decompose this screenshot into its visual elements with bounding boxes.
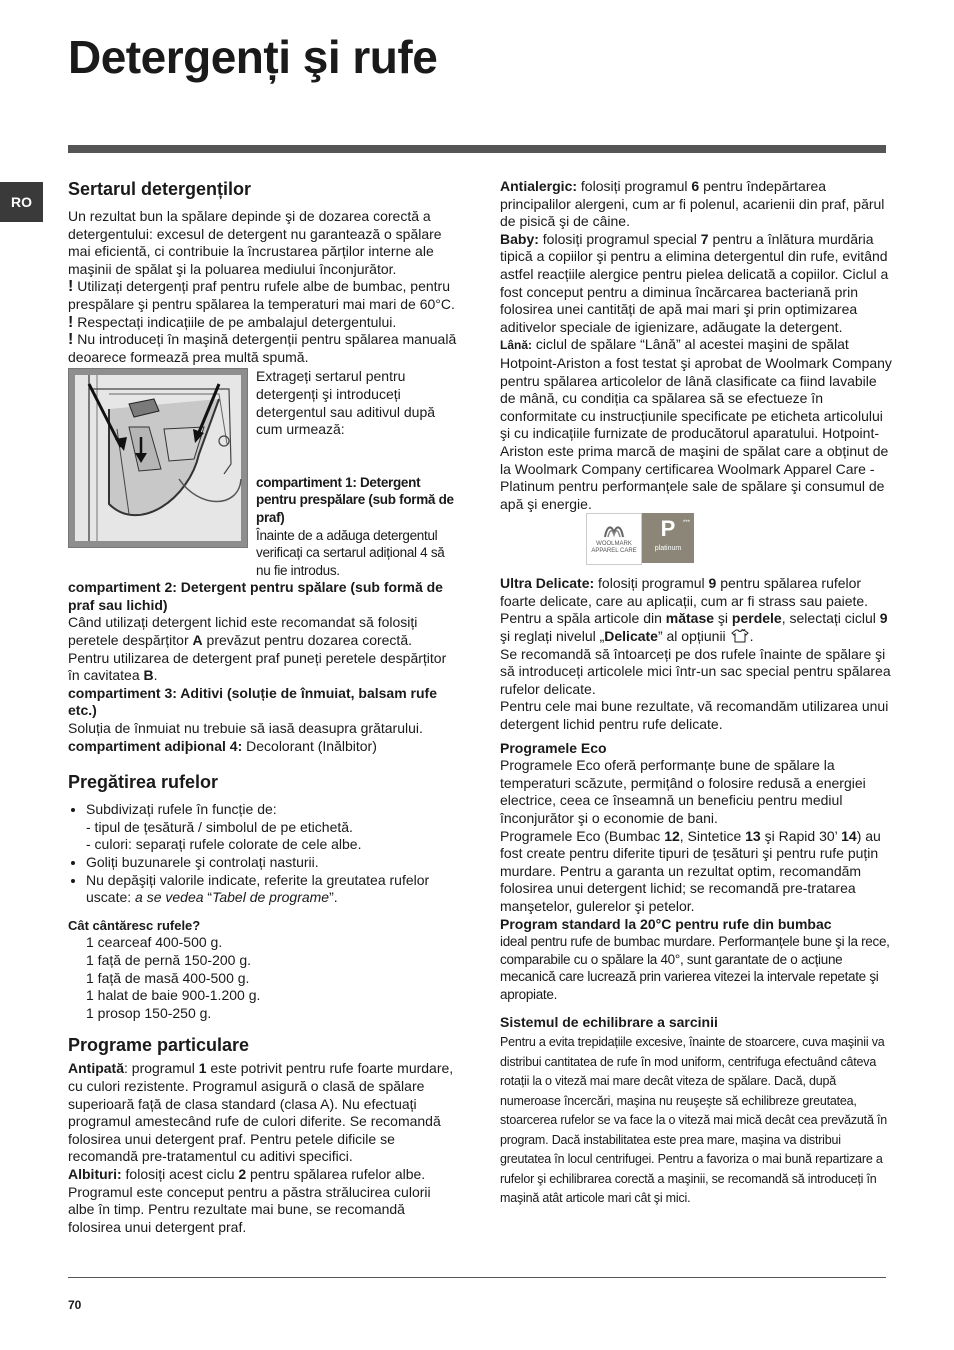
woolmark-logo xyxy=(586,513,642,565)
label-a: A xyxy=(192,632,203,649)
text: şi xyxy=(714,610,732,627)
text: Nu depăşiți valorile indicate, referite la greutatea rufelor uscate: xyxy=(86,871,430,906)
label: Antipată xyxy=(68,1060,124,1077)
bottom-divider xyxy=(68,1277,886,1278)
stars-icon: *** xyxy=(682,520,690,527)
page-number: 70 xyxy=(68,1298,82,1312)
liquid-detergent-paragraph: Pentru cele mai bune rezultate, vă recomandăm utilizarea unui detergent lichid pentru rufe delicate. xyxy=(500,698,889,733)
certification-logos xyxy=(586,513,892,565)
compartment-2-text-2 xyxy=(68,650,460,685)
list-item: • Goliți buzunarele şi controlați nasturii. xyxy=(86,854,460,872)
text: folosiți acest ciclu xyxy=(121,1165,239,1182)
antialergic-paragraph xyxy=(500,178,892,231)
label-b: B xyxy=(143,667,154,684)
list-item xyxy=(86,872,460,907)
text: - culori: separați rufele colorate de cele albe. xyxy=(86,836,362,853)
list-item: 1 prosop 150-250 g. xyxy=(86,1004,212,1021)
text: . xyxy=(749,628,754,645)
program-number: 12 xyxy=(664,827,680,844)
program-number: 6 xyxy=(691,178,700,194)
logo-text: platinum xyxy=(654,545,682,553)
program-number: 9 xyxy=(708,575,717,592)
compartment-4-text: Decolorant (Inălbitor) xyxy=(242,737,377,754)
text: Subdivizați rufele în funcție de: xyxy=(86,801,277,818)
label: Ultra Delicate: xyxy=(500,575,595,592)
program-number: 1 xyxy=(198,1060,207,1077)
program-number: 2 xyxy=(238,1165,247,1182)
section-title-special-programs: Programe particulare xyxy=(68,1035,250,1056)
program-number: 14 xyxy=(841,827,857,844)
text: folosiți programul special xyxy=(538,230,701,247)
label: Baby: xyxy=(500,230,539,247)
compartment-4 xyxy=(68,738,460,756)
text: Programele Eco (Bumbac xyxy=(500,827,665,844)
antipata-paragraph xyxy=(68,1060,460,1166)
text: ”. xyxy=(329,889,338,906)
warning-package xyxy=(68,314,460,332)
drawer-illustration-icon xyxy=(69,369,247,547)
lana-paragraph xyxy=(500,336,892,513)
balance-heading: Sistemul de echilibrare a sarcinii xyxy=(500,1013,718,1030)
list-item xyxy=(86,801,460,854)
label: Antialergic: xyxy=(500,178,578,194)
warning-text: Nu introduceți în maşină detergenții pentru spălarea manuală deoarece formează prea multă spumă. xyxy=(68,331,457,365)
page-title: Detergenți şi rufe xyxy=(68,31,438,83)
text: Delicate xyxy=(604,628,658,645)
logo-text: WOOLMARK xyxy=(596,541,632,548)
text: Când utilizați detergent lichid este recomandat să folosiți peretele despărțitor xyxy=(68,614,418,649)
text: folosiți programul xyxy=(577,178,692,194)
text: “ xyxy=(207,889,213,906)
inside-out-paragraph: Se recomandă să întoarceți pe dos rufele înainte de spălare şi să introduceți articolele mici într-un sac special pentru spălarea rufelor delicate. xyxy=(500,645,891,697)
label: Albituri: xyxy=(68,1165,122,1182)
compartment-3-heading: compartiment 3: Aditivi (soluție de înmuiat, balsam rufe etc.) xyxy=(68,684,437,719)
right-column xyxy=(500,178,892,1209)
text: mătase xyxy=(665,610,715,627)
balance-text: Pentru a evita trepidațiile excesive, înainte de stoarcere, cuva maşinii va distribui cantitatea de rufe în mod uniform, centrifuga efectuând câteva rotații la o viteză mai mare decât viteza de spălare. Dacă, după numeroase încercări, maşina nu reuşeşte să echilibreze greutatea, stoarcerea rufelor se va face la o viteză mai mică decât cea prevăzută în program. Dacă instabilitatea este prea mare, maşina va distribui greutatea în locul centrifugei. Pentru a favoriza o mai bună repartizare a rufelor şi echilibrarea corectă a maşinii, se recomandă să introduceți în maşină atât articole mari cât şi mici. xyxy=(500,1035,887,1206)
drawer-figure-block xyxy=(68,368,460,579)
logo-text: APPAREL CARE xyxy=(591,548,637,555)
warning-manual xyxy=(68,331,460,366)
warning-icon: ! xyxy=(68,331,74,349)
list-item: 1 halat de baie 900-1.200 g. xyxy=(86,987,261,1004)
section-title-detergent-drawer: Sertarul detergenților xyxy=(68,179,252,199)
standard-program-heading: Program standard la 20°C pentru rufe din bumbac xyxy=(500,915,832,932)
text: pentru îndepărtarea principalilor alergeni, cum ar fi polenul, acarienii din praf, părul de pisică şi de câine. xyxy=(500,178,885,230)
weights-list xyxy=(68,934,460,1022)
detergent-drawer-figure xyxy=(68,368,248,548)
eco-paragraph-2 xyxy=(500,828,892,916)
program-number: 13 xyxy=(745,827,761,844)
list-item: 1 față de masă 400-500 g. xyxy=(86,969,250,986)
text: ) au fost create pentru diferite tipuri de țesături şi pentru rufe puțin murdare. Pentru a garanta un rezultat optim, recomandăm folosirea unui detergent lichid; se recomandă pre-tratarea manşetelor, gulerelor şi petelor. xyxy=(500,827,881,914)
text: şi Rapid 30’ xyxy=(760,827,842,844)
silk-curtains-paragraph xyxy=(500,610,892,645)
compartment-1-text: Înainte de a adăuga detergentul verificați ca sertarul adițional 4 să nu fie introdus. xyxy=(256,527,445,578)
text: prevăzut pentru dozarea corectă. xyxy=(202,632,412,649)
compartment-1-heading: compartiment 1: Detergent pentru prespălare (sub formă de praf) xyxy=(256,474,454,525)
eco-paragraph-1: Programele Eco oferă performanțe bune de spălare la temperaturi scăzute, permițând o folosire redusă a energiei electrice, ceea ce înseamnă un beneficiu pentru mediul înconjurător şi o economie de bani. xyxy=(500,757,866,826)
text: , Sintetice xyxy=(679,827,746,844)
label: Lână: xyxy=(500,338,533,353)
text: Tabel de programe xyxy=(212,889,330,906)
compartment-4-heading: compartiment adiþional 4: xyxy=(68,737,243,754)
text: ciclul de spălare “Lână” al acestei maşini de spălat Hotpoint-Ariston a fost testat şi aprobat de Woolmark Company pentru spălarea articolelor de lână clasificate ca fiind lavabile de mână, cu condiția ca spălarea să se efectueze în conformitate cu instrucțiunile specificate pe eticheta articolului şi cu indicațiile furnizate de producătorul aparatului. Hotpoint-Ariston este prima marcă de maşini de spălat care a obținut de la Woolmark Company certificarea Woolmark Apparel Care - Platinum pentru performanțele sale de spălare şi consumul de apă şi energie. xyxy=(500,336,892,512)
text: pentru a înlătura murdăria tipică a copiilor şi pentru a elimina detergentul din rufe, evitând astfel reacțiile alergice pentru pielea delicată a copiilor. Ciclul a fost conceput pentru a diminua încărcarea bacteriană prin folosirea unei cantități de apă mai mari şi prin optimizarea aditivelor speciale de igienizare, adăugate la detergent. xyxy=(500,230,889,335)
text: Pentru utilizarea de detergent praf puneți peretele despărțitor în cavitatea xyxy=(68,649,447,684)
text: , selectați ciclul xyxy=(781,610,880,627)
intro-paragraph: Un rezultat bun la spălare depinde şi de dozarea corectă a detergentului: excesul de detergent nu garantează o spălare mai eficientă, ci contribuie la încrustarea părților interne ale maşinii de spălat şi la poluarea mediului înconjurător. xyxy=(68,208,442,277)
text: : programul xyxy=(124,1060,199,1077)
warning-icon: ! xyxy=(68,313,74,331)
language-tab: RO xyxy=(0,182,43,222)
albituri-paragraph xyxy=(68,1166,460,1236)
top-divider xyxy=(68,145,886,153)
woolmark-icon xyxy=(603,523,625,541)
compartment-3-text: Soluția de înmuiat nu trebuie să iasă deasupra grătarului. xyxy=(68,720,423,737)
eco-heading: Programele Eco xyxy=(500,739,607,756)
text: ” al opțiunii xyxy=(657,628,730,645)
ultra-delicate-paragraph xyxy=(500,575,892,610)
drawer-intro: Extrageți sertarul pentru detergenți şi introduceți detergentul sau aditivul după cum urmează: xyxy=(256,368,436,438)
drawer-instructions xyxy=(256,368,460,579)
text: şi reglați nivelul „ xyxy=(500,628,605,645)
text: folosiți programul xyxy=(594,575,709,592)
baby-paragraph xyxy=(500,231,892,337)
text: Pentru a spăla articole din xyxy=(500,610,666,627)
platinum-letter: P xyxy=(660,516,676,542)
program-number: 7 xyxy=(700,230,709,247)
warning-text: Utilizați detergenți praf pentru rufele albe de bumbac, pentru prespălare şi pentru spălarea la temperaturi mai mari de 60°C. xyxy=(68,278,455,312)
text: . xyxy=(153,667,158,684)
section-title-laundry-prep: Pregătirea rufelor xyxy=(68,772,219,793)
text: perdele xyxy=(731,610,782,627)
warning-text: Respectați indicațiile de pe ambalajul detergentului. xyxy=(77,313,397,330)
text: pentru spălarea rufelor foarte delicate, care au aplicații, cum ar fi strass sau paiete. xyxy=(500,575,869,609)
delicate-option-icon xyxy=(730,629,750,643)
prep-list xyxy=(68,801,460,907)
warning-icon: ! xyxy=(68,278,74,296)
weights-heading: Cât cântăresc rufele? xyxy=(68,917,201,933)
warning-powder xyxy=(68,278,460,313)
list-item: 1 față de pernă 150-200 g. xyxy=(86,951,252,968)
text: pentru spălarea rufelor albe. Programul este conceput pentru a păstra strălucirea culorii albe în timp. Pentru rezultate mai bune, se recomandă folosirea unui detergent praf. xyxy=(68,1165,431,1235)
text: este potrivit pentru rufe foarte murdare, cu culori rezistente. Programul asigură o clasă de spălare superioară față de clasa standard (clasa A). Nu efectuați programul amestecând rufe de culori diferite. Se recomandă folosirea unui detergent praf. Pentru petele dificile se recomandă pre-tratamentul cu aditivi specifici. xyxy=(68,1060,454,1165)
text: - tipul de țesătură / simbolul de pe etichetă. xyxy=(86,818,353,835)
platinum-logo xyxy=(642,513,694,563)
compartment-2-text-1 xyxy=(68,614,460,649)
list-item: 1 cearceaf 400-500 g. xyxy=(86,934,223,951)
program-number: 9 xyxy=(879,610,888,627)
standard-program-text: ideal pentru rufe de bumbac murdare. Performanțele bune şi la rece, comparabile cu o spălare la 40°, sunt garantate de o acțiune mecanică care lucrează prin varierea vitezei la intervale repetate şi apropiate. xyxy=(500,934,890,1002)
compartment-2-heading: compartiment 2: Detergent pentru spălare (sub formă de praf sau lichid) xyxy=(68,579,443,613)
text: a se vedea xyxy=(135,889,208,906)
left-column xyxy=(68,178,460,1236)
